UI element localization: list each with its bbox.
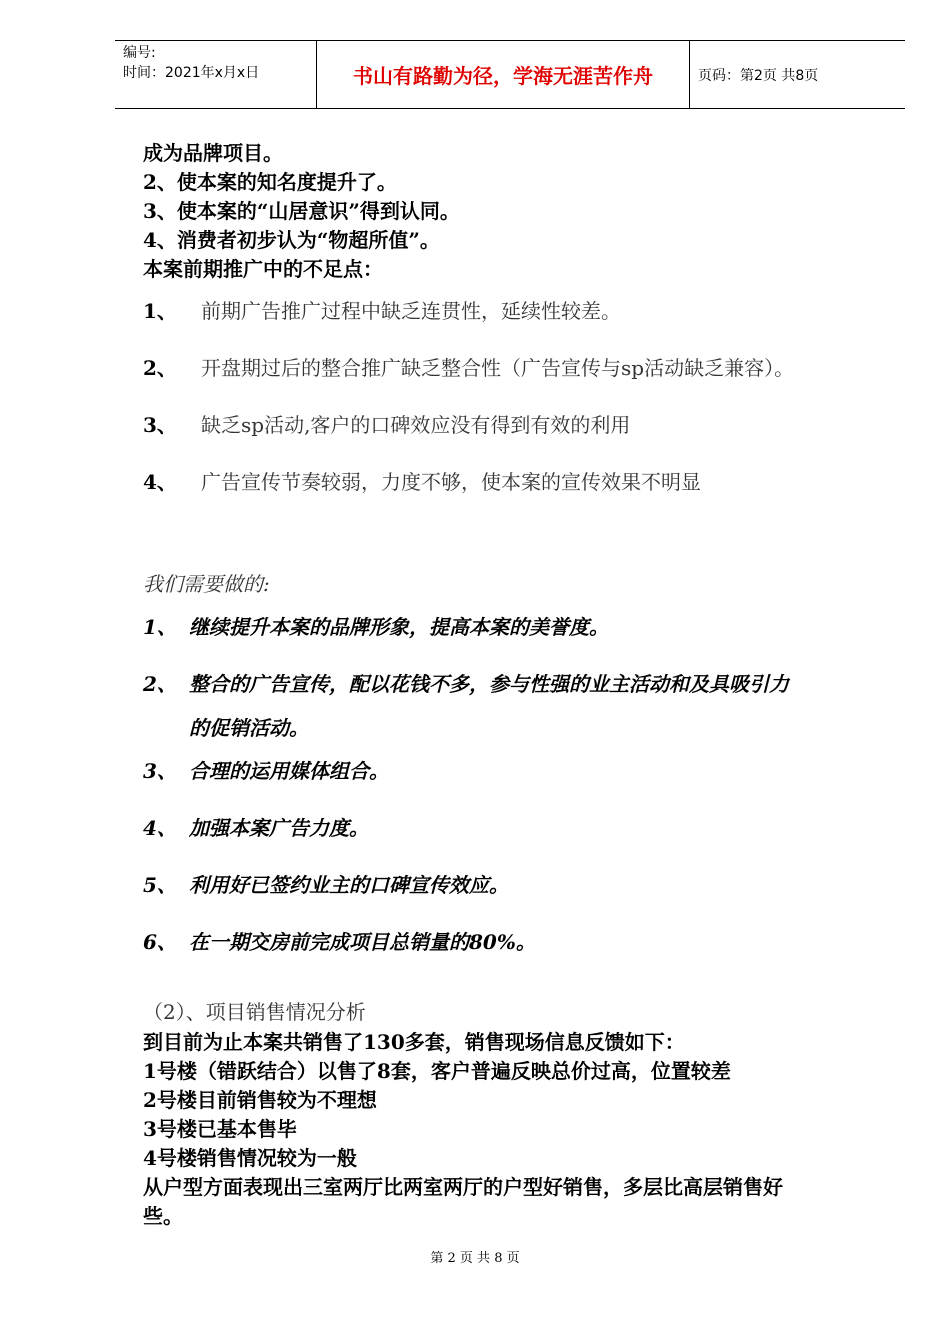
item-text: 前期广告推广过程中缺乏连贯性，延续性较差。 — [201, 299, 621, 323]
sales-line: 1号楼（错跃结合）以售了8套，客户普遍反映总价过高，位置较差 — [143, 1059, 731, 1083]
todo-item-continuation: 的促销活动。 — [189, 716, 309, 740]
intro-line: 成为品牌项目。 — [143, 141, 283, 165]
item-text: 在一期交房前完成项目总销量的80%。 — [189, 930, 536, 954]
number-label: 编号: — [123, 45, 156, 61]
sales-heading: （2）、项目销售情况分析 — [143, 1000, 366, 1024]
shortcoming-item — [143, 409, 630, 438]
page-info-cell — [690, 41, 905, 108]
intro-line: 3、使本案的“山居意识”得到认同。 — [143, 199, 460, 223]
item-text: 广告宣传节奏较弱，力度不够，使本案的宣传效果不明显 — [201, 470, 701, 494]
todo-item — [143, 926, 536, 955]
sales-line: 些。 — [143, 1204, 183, 1228]
item-number: 3、 — [143, 413, 177, 437]
header-meta-cell — [115, 41, 316, 108]
item-number: 2、 — [143, 672, 177, 696]
sales-line: 到目前为止本案共销售了130多套，销售现场信息反馈如下： — [143, 1030, 685, 1054]
page-header — [115, 40, 905, 109]
intro-line: 2、使本案的知名度提升了。 — [143, 170, 397, 194]
item-text: 利用好已签约业主的口碑宣传效应。 — [189, 873, 509, 897]
item-text: 加强本案广告力度。 — [189, 816, 369, 840]
time-label: 时间：2021年x月x日 — [123, 65, 260, 81]
intro-line: 4、消费者初步认为“物超所值”。 — [143, 228, 440, 252]
item-text: 继续提升本案的品牌形象，提高本案的美誉度。 — [189, 615, 609, 639]
shortcoming-item — [143, 352, 794, 381]
item-number: 1、 — [143, 615, 177, 639]
page-info: 页码：第2页 共8页 — [698, 67, 819, 84]
todo-item — [143, 668, 789, 697]
item-text: 合理的运用媒体组合。 — [189, 759, 389, 783]
sales-line: 从户型方面表现出三室两厅比两室两厅的户型好销售，多层比高层销售好 — [143, 1175, 783, 1199]
motto: 书山有路勤为径，学海无涯苦作舟 — [353, 64, 653, 88]
item-number: 1、 — [143, 299, 177, 323]
sales-line: 3号楼已基本售毕 — [143, 1117, 297, 1141]
todo-item — [143, 755, 389, 784]
todo-item — [143, 611, 609, 640]
motto-cell — [316, 41, 690, 108]
item-text: 缺乏sp活动,客户的口碑效应没有得到有效的利用 — [201, 413, 631, 437]
item-number: 2、 — [143, 356, 177, 380]
item-text: 整合的广告宣传，配以花钱不多，参与性强的业主活动和及具吸引力 — [189, 672, 789, 696]
todo-item — [143, 869, 509, 898]
todo-item — [143, 812, 369, 841]
sales-line: 4号楼销售情况较为一般 — [143, 1146, 357, 1170]
sales-line: 2号楼目前销售较为不理想 — [143, 1088, 377, 1112]
item-number: 5、 — [143, 873, 177, 897]
item-number: 4、 — [143, 470, 177, 494]
item-number: 3、 — [143, 759, 177, 783]
shortcoming-item — [143, 466, 701, 495]
todo-title: 我们需要做的: — [143, 572, 270, 596]
shortcomings-heading: 本案前期推广中的不足点： — [143, 257, 383, 281]
item-number: 6、 — [143, 930, 177, 954]
page-footer: 第 2 页 共 8 页 — [430, 1251, 520, 1266]
item-number: 4、 — [143, 816, 177, 840]
item-text: 开盘期过后的整合推广缺乏整合性（广告宣传与sp活动缺乏兼容）。 — [201, 356, 795, 380]
shortcoming-item — [143, 295, 621, 324]
